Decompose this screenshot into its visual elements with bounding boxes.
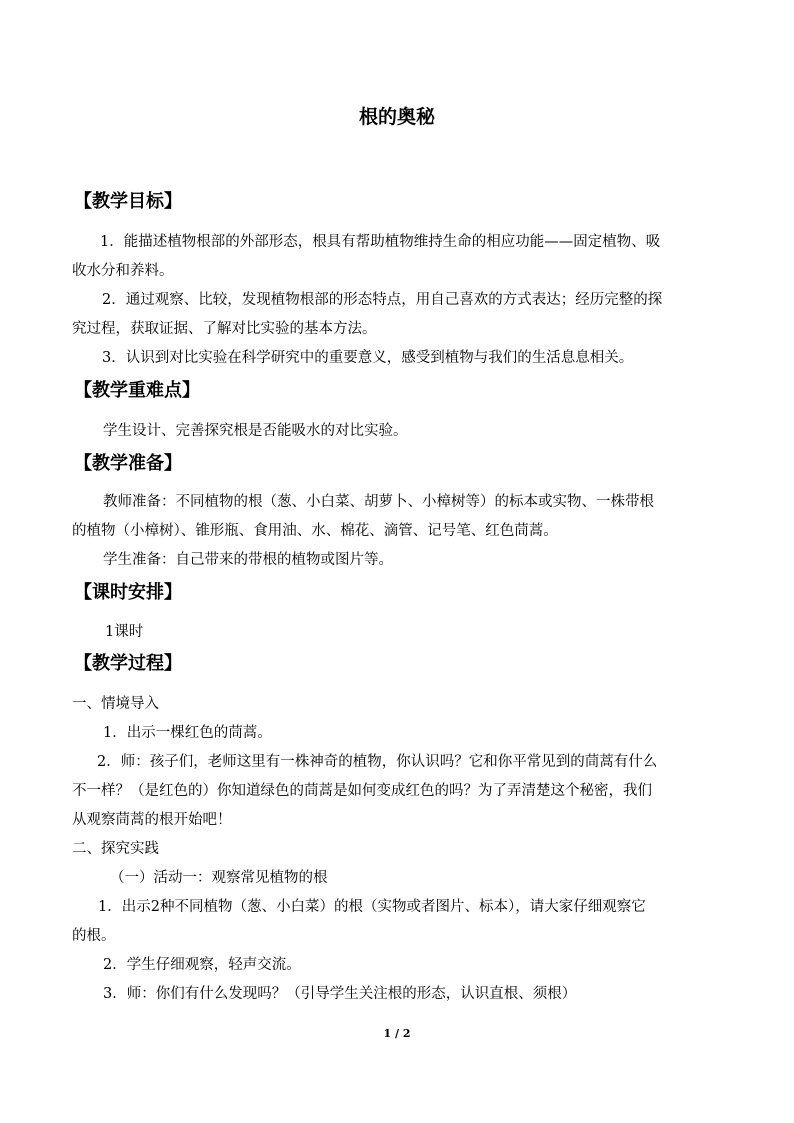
objective-1-number: 1． <box>100 234 124 250</box>
part2-title: 二、探究实践 <box>72 841 159 857</box>
process-p1-text: 出示一棵红色的茼蒿。 <box>126 725 272 741</box>
heading-preparation: 【教学准备】 <box>74 453 182 474</box>
teacher-preparation-line1: 教师准备：不同植物的根（葱、小白菜、胡萝卜、小樟树等）的标本或实物、一株带根 <box>103 494 654 510</box>
schedule-paragraph <box>72 618 727 647</box>
activity1-step2-number: 2． <box>103 957 127 973</box>
process-p2-line2: 不一样？（是红色的）你知道绿色的茼蒿是如何变成红色的吗？为了弄清楚这个秘密，我们 <box>72 783 652 799</box>
objective-2 <box>72 286 727 344</box>
objective-3-number: 3． <box>102 350 126 366</box>
objective-3 <box>72 344 727 373</box>
heading-key-points: 【教学重难点】 <box>74 380 200 401</box>
student-preparation <box>72 546 727 575</box>
key-points-text: 学生设计、完善探究根是否能吸水的对比实验。 <box>103 423 408 439</box>
activity1-step3-number: 3． <box>103 986 127 1002</box>
document-title: 根的奥秘 <box>358 106 435 128</box>
teacher-preparation-line2: 的植物（小樟树）、锥形瓶、食用油、水、棉花、滴管、记号笔、红色茼蒿。 <box>72 523 558 539</box>
activity1-step1-number: 1． <box>98 899 122 915</box>
process-p2-line1: 师：孩子们，老师这里有一株神奇的植物，你认识吗？它和你平常见到的茼蒿有什么 <box>120 754 658 770</box>
objective-2-line1: 通过观察、比较，发现植物根部的形态特点，用自己喜欢的方式表达；经历完整的探 <box>125 292 663 308</box>
process-p2-line3: 从观察茼蒿的根开始吧！ <box>72 812 232 828</box>
student-preparation-text: 学生准备：自己带来的带根的植物或图片等。 <box>103 552 393 568</box>
activity1-step3-text: 师：你们有什么发现吗？（引导学生关注根的形态，认识直根、须根） <box>126 986 577 1002</box>
schedule-text: 课时 <box>114 624 144 640</box>
activity1-step1-prefix: 出示 <box>121 899 151 915</box>
process-part1 <box>72 690 727 1009</box>
process-p2-number: 2． <box>97 754 121 770</box>
activity1-step1-count: 2 <box>150 899 160 915</box>
objective-1-line1: 能描述植物根部的外部形态，根具有帮助植物维持生命的相应功能——固定植物、吸 <box>123 234 661 250</box>
objective-1 <box>72 228 727 286</box>
objective-2-number: 2． <box>102 292 126 308</box>
activity1-title: （一）活动一：观察常见植物的根 <box>110 870 328 886</box>
heading-objectives: 【教学目标】 <box>74 191 182 212</box>
teacher-preparation <box>72 488 727 546</box>
key-points-paragraph <box>72 417 727 446</box>
activity1-step1-line2: 的根。 <box>72 928 116 944</box>
schedule-number: 1 <box>105 624 115 640</box>
activity1-step2-text: 学生仔细观察，轻声交流。 <box>126 957 301 973</box>
objective-2-line2: 究过程，获取证据、了解对比实验的基本方法。 <box>72 321 377 337</box>
part1-title: 一、情境导入 <box>72 696 159 712</box>
activity1-step1-line1: 种不同植物（葱、小白菜）的根（实物或者图片、标本），请大家仔细观察它 <box>159 899 646 915</box>
objective-1-line2: 收水分和养料。 <box>72 263 174 279</box>
page-number: 1 / 2 <box>383 1027 411 1040</box>
process-p1-number: 1． <box>103 725 127 741</box>
heading-schedule: 【课时安排】 <box>74 582 182 603</box>
objective-3-line1: 认识到对比实验在科学研究中的重要意义，感受到植物与我们的生活息息相关。 <box>125 350 634 366</box>
heading-process: 【教学过程】 <box>74 653 182 674</box>
